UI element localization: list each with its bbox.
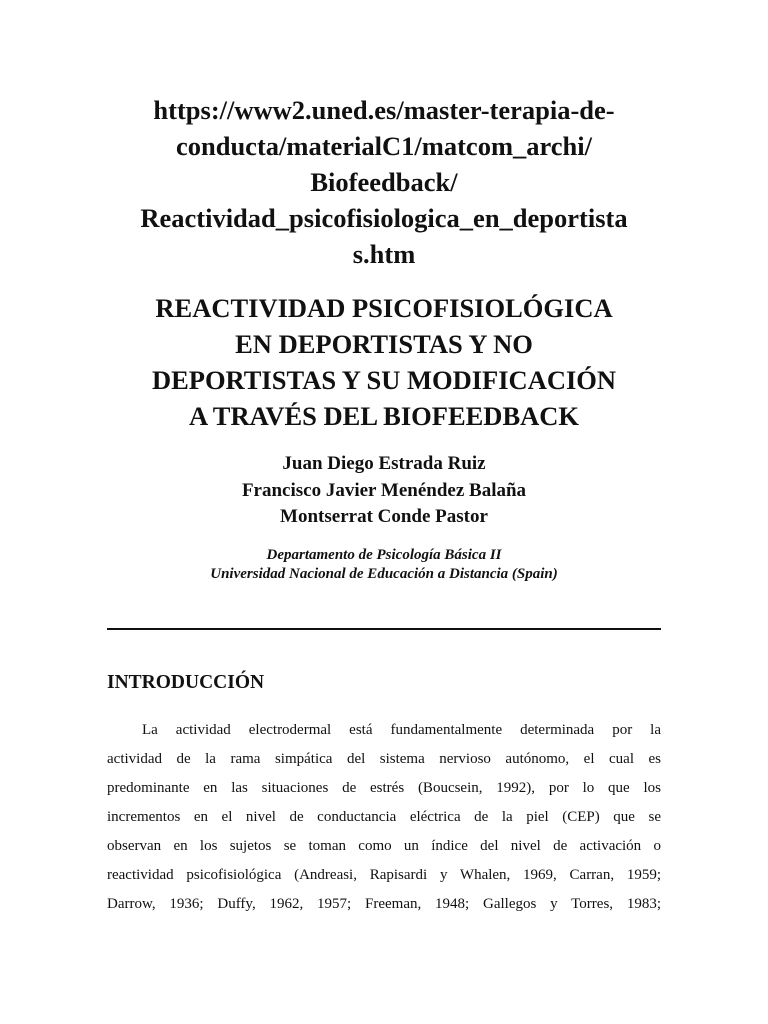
url-line: conducta/materialC1/matcom_archi/	[175, 131, 593, 161]
author-name: Juan Diego Estrada Ruiz	[282, 453, 486, 474]
title-line: A TRAVÉS DEL BIOFEEDBACK	[188, 401, 580, 431]
paragraph-line: observan en los sujetos se toman como un índice del nivel de activación o	[107, 837, 661, 854]
url-line: Biofeedback/	[310, 167, 458, 197]
url-line: s.htm	[352, 239, 416, 269]
author-name: Montserrat Conde Pastor	[280, 506, 488, 527]
author-list	[107, 451, 661, 531]
title-line: DEPORTISTAS Y SU MODIFICACIÓN	[151, 365, 617, 395]
affiliation	[107, 546, 661, 585]
paragraph-line: actividad de la rama simpática del sistema nervioso autónomo, el cual es	[107, 750, 661, 767]
paragraph-line: Darrow, 1936; Duffy, 1962, 1957; Freeman, 1948; Gallegos y Torres, 1983;	[107, 895, 661, 912]
body-paragraph	[107, 716, 661, 919]
url-line: https://www2.uned.es/master-terapia-de-	[153, 95, 615, 125]
source-url	[107, 92, 661, 272]
title-line: REACTIVIDAD PSICOFISIOLÓGICA	[155, 293, 613, 323]
paragraph-line: incrementos en el nivel de conductancia eléctrica de la piel (CEP) que se	[107, 808, 661, 825]
article-title	[107, 290, 661, 434]
author-name: Francisco Javier Menéndez Balaña	[241, 479, 527, 501]
horizontal-divider	[107, 628, 661, 630]
url-line: Reactividad_psicofisiologica_en_deportista	[140, 203, 628, 233]
title-line: EN DEPORTISTAS Y NO	[235, 329, 533, 359]
section-heading: INTRODUCCIÓN	[107, 671, 265, 693]
document-page	[107, 92, 661, 919]
paragraph-line: reactividad psicofisiológica (Andreasi, Rapisardi y Whalen, 1969, Carran, 1959;	[107, 866, 661, 883]
paragraph-line: predominante en las situaciones de estrés (Boucsein, 1992), por lo que los	[107, 779, 661, 796]
paragraph-line: La actividad electrodermal está fundamentalmente determinada por la	[142, 721, 661, 738]
affiliation-department: Departamento de Psicología Básica II	[266, 546, 502, 563]
affiliation-university: Universidad Nacional de Educación a Distancia (Spain)	[210, 566, 558, 582]
